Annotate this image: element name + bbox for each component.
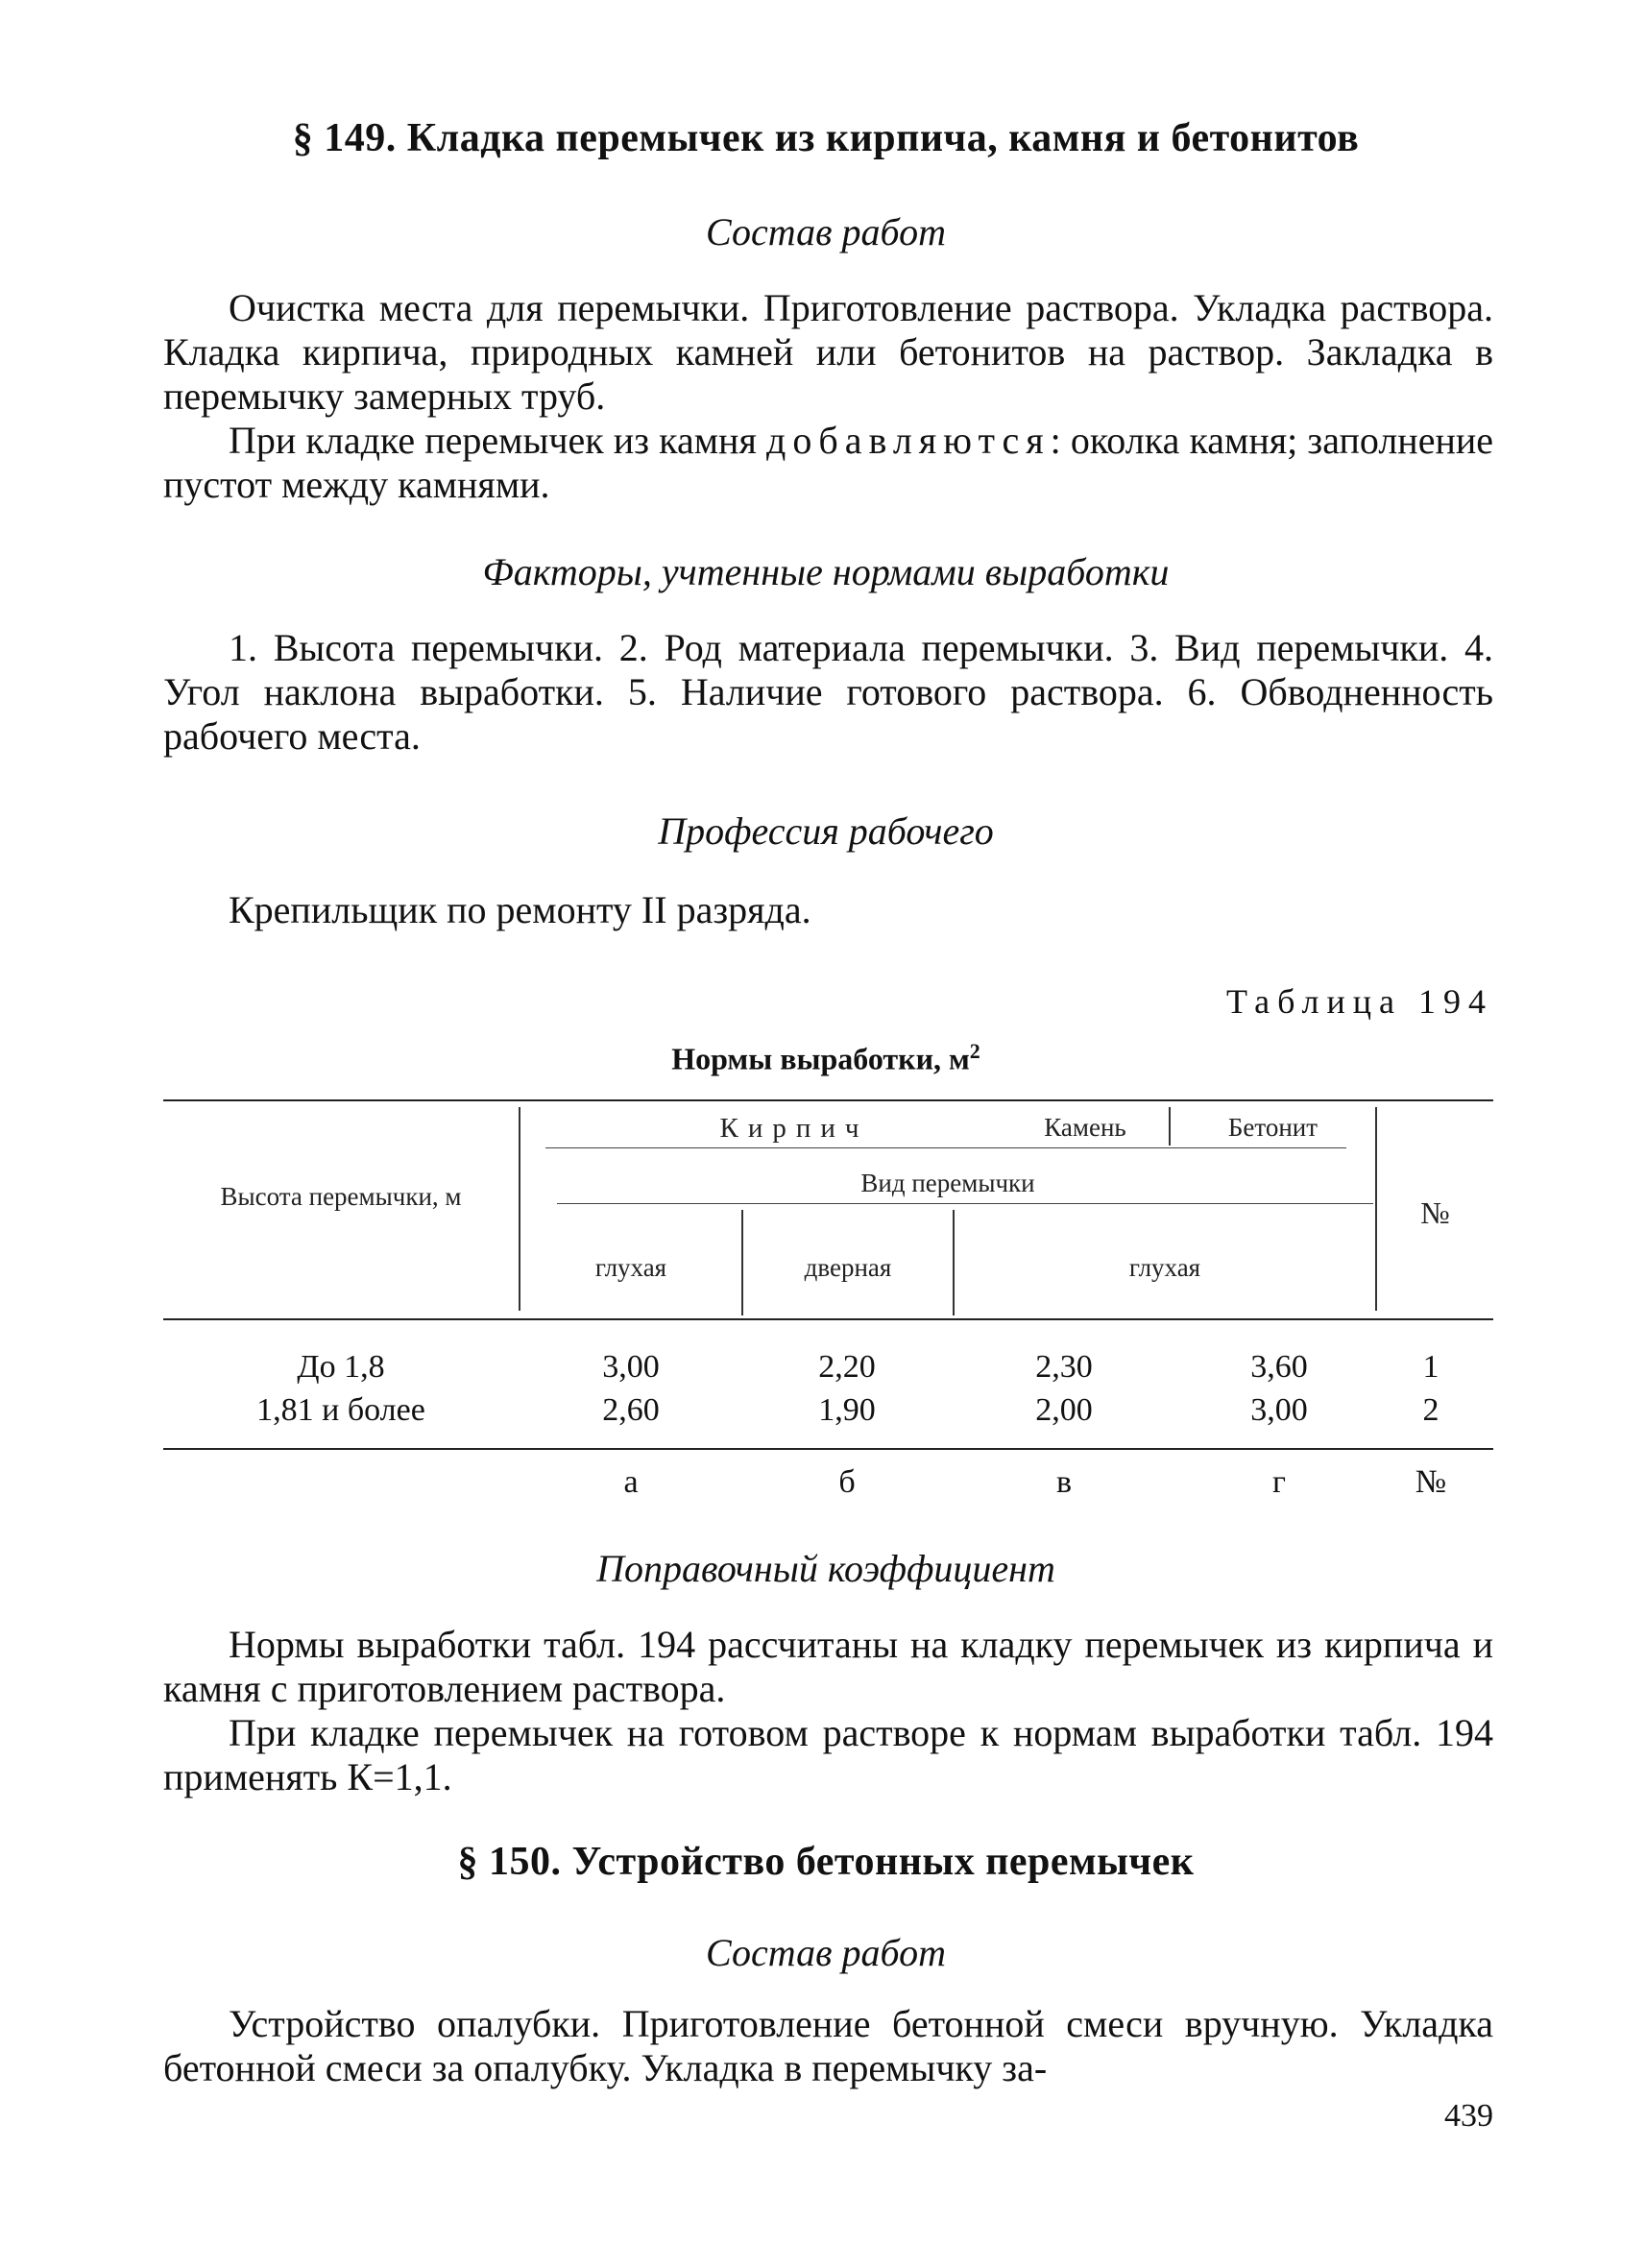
row-2-d: 3,00 <box>1250 1392 1308 1428</box>
profession-paragraph: Крепильщик по ремонту II разряда. <box>229 888 811 931</box>
row-2-height: 1,81 и более <box>256 1392 425 1428</box>
header-stone: Камень <box>1044 1113 1126 1142</box>
profession-heading: Профессия рабочего <box>658 809 994 853</box>
footer-col-number: № <box>1415 1464 1447 1500</box>
section-150-work-heading: Состав работ <box>706 1931 946 1974</box>
row-1-height: До 1,8 <box>297 1349 385 1385</box>
section-150-text <box>163 2002 1493 2090</box>
work-paragraph-2-end: : околка камня; заполнение пустот между камнями. <box>163 419 1494 506</box>
table-type-rule <box>557 1203 1373 1204</box>
section-150-paragraph: Устройство опалубки. Приготовление бетонной смеси вручную. Укладка бетонной смеси за опалубку. Укладка в перемычку за- <box>163 2002 1493 2089</box>
work-paragraph-2-start: При кладке перемычек из камня <box>229 419 757 462</box>
correction-heading: Поправочный коэффициент <box>596 1547 1055 1590</box>
row-1-a: 3,00 <box>602 1349 660 1385</box>
work-composition-heading: Состав работ <box>706 210 946 253</box>
footer-col-c: в <box>1055 1464 1073 1500</box>
header-height: Высота перемычки, м <box>220 1182 462 1211</box>
header-blind-brick: глухая <box>594 1253 667 1282</box>
table-caption-superscript: 2 <box>969 1039 980 1063</box>
work-paragraph-2 <box>163 419 1493 507</box>
footer-col-b: б <box>838 1464 856 1500</box>
row-2-c: 2,00 <box>1035 1392 1093 1428</box>
page-number: 439 <box>1444 2098 1493 2134</box>
header-brick: Кирпич <box>719 1113 869 1144</box>
header-betonit: Бетонит <box>1227 1113 1318 1142</box>
table-material-rule <box>545 1147 1346 1148</box>
table-caption-text: Нормы выработки, м <box>671 1041 970 1076</box>
row-1-d: 3,60 <box>1250 1349 1308 1385</box>
header-door: дверная <box>804 1253 892 1282</box>
table-top-rule <box>163 1099 1493 1101</box>
row-1-number: 1 <box>1422 1349 1439 1385</box>
header-blind-other: глухая <box>1128 1253 1201 1282</box>
row-2-b: 1,90 <box>818 1392 876 1428</box>
correction-text <box>163 1623 1493 1799</box>
row-2-number: 2 <box>1422 1392 1439 1428</box>
work-composition-text <box>163 286 1493 507</box>
row-1-c: 2,30 <box>1035 1349 1093 1385</box>
work-paragraph-1: Очистка места для перемычки. Приготовление раствора. Укладка раствора. Кладка кирпича, природных камней или бетонитов на раствор. Закладка в перемычку замерных труб. <box>163 286 1493 418</box>
footer-col-a: а <box>623 1464 639 1500</box>
table-number-label: Таблица 194 <box>1226 982 1493 1021</box>
header-number: № <box>1420 1195 1450 1230</box>
profession-text <box>163 888 1493 932</box>
row-2-a: 2,60 <box>602 1392 660 1428</box>
factors-heading: Факторы, учтенные нормами выработки <box>482 550 1170 593</box>
norms-table <box>163 1099 1493 1503</box>
table-caption <box>154 1039 1498 1077</box>
correction-paragraph-2: При кладке перемычек на готовом растворе к нормам выработки табл. 194 применять К=1,1. <box>163 1711 1493 1798</box>
section-149-title: § 149. Кладка перемычек из кирпича, камня и бетонитов <box>292 116 1360 160</box>
footer-col-d: г <box>1272 1464 1286 1500</box>
table-header-rule <box>163 1318 1493 1320</box>
correction-paragraph-1: Нормы выработки табл. 194 рассчитаны на кладку перемычек из кирпича и камня с приготовлением раствора. <box>163 1623 1493 1710</box>
factors-text <box>163 626 1493 759</box>
table-footer-rule <box>163 1448 1493 1450</box>
section-150-title: § 150. Устройство бетонных перемычек <box>457 1840 1195 1884</box>
header-lintel-type: Вид перемычки <box>860 1169 1035 1197</box>
factors-paragraph: 1. Высота перемычки. 2. Род материала перемычки. 3. Вид перемычки. 4. Угол наклона выработки. 5. Наличие готового раствора. 6. Обводненность рабочего места. <box>163 626 1493 758</box>
work-paragraph-2-emphasis: добавляются <box>766 419 1051 462</box>
row-1-b: 2,20 <box>818 1349 876 1385</box>
